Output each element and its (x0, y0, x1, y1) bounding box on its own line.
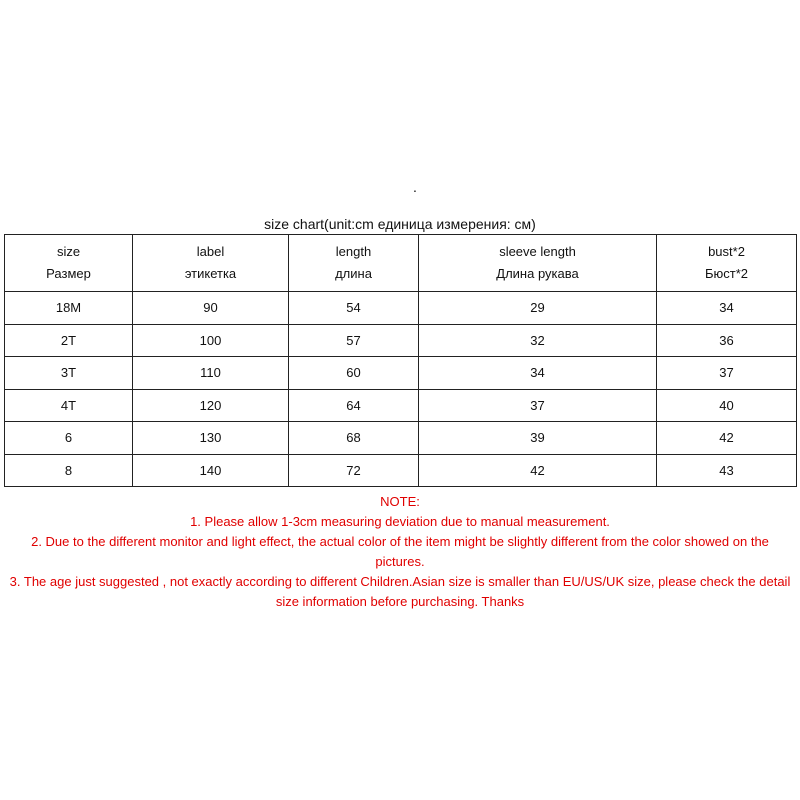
cell-label: 90 (133, 292, 289, 325)
table-header-row (5, 235, 797, 292)
header-sleeve-length-ru: Длина рукава (496, 266, 579, 281)
notes-section (0, 492, 800, 612)
cell-size: 8 (5, 454, 133, 487)
cell-sleeve-length: 29 (419, 292, 657, 325)
table-caption: size chart(unit:cm единица измерения: см) (264, 216, 536, 232)
size-chart-table (4, 234, 797, 487)
table-row (5, 389, 797, 422)
cell-sleeve-length: 32 (419, 324, 657, 357)
note-item-3: 3. The age just suggested , not exactly according to different Children.Asian size is smaller than EU/US/UK size, please check the detail size information before purchasing. Thanks (9, 574, 791, 609)
cell-sleeve-length: 37 (419, 389, 657, 422)
table-row (5, 357, 797, 390)
table-row (5, 292, 797, 325)
cell-label: 130 (133, 422, 289, 455)
cell-bust: 42 (657, 422, 797, 455)
cell-bust: 37 (657, 357, 797, 390)
header-size-en: size (56, 244, 81, 259)
cell-size: 6 (5, 422, 133, 455)
cell-size: 3T (5, 357, 133, 390)
cell-label: 120 (133, 389, 289, 422)
cell-label: 140 (133, 454, 289, 487)
cell-length: 68 (289, 422, 419, 455)
cell-sleeve-length: 42 (419, 454, 657, 487)
header-cell-bust (657, 235, 797, 292)
table-row (5, 454, 797, 487)
cell-size: 4T (5, 389, 133, 422)
header-length-ru: длина (335, 266, 372, 281)
header-label-ru: этикетка (184, 266, 237, 281)
cell-sleeve-length: 39 (419, 422, 657, 455)
note-item-2: 2. Due to the different monitor and light effect, the actual color of the item might be slightly different from the color showed on the pictures. (31, 534, 769, 569)
cell-length: 60 (289, 357, 419, 390)
cell-label: 110 (133, 357, 289, 390)
table-row (5, 422, 797, 455)
header-length-en: length (335, 244, 372, 259)
cell-label: 100 (133, 324, 289, 357)
header-bust-ru: Бюст*2 (704, 266, 749, 281)
cell-size: 2T (5, 324, 133, 357)
header-cell-label (133, 235, 289, 292)
dot-mark: . (413, 179, 417, 195)
cell-size: 18M (5, 292, 133, 325)
cell-bust: 40 (657, 389, 797, 422)
cell-length: 64 (289, 389, 419, 422)
header-bust-en: bust*2 (708, 244, 745, 259)
header-label-en: label (196, 244, 225, 259)
header-size-ru: Размер (46, 266, 91, 281)
table-row (5, 324, 797, 357)
cell-length: 72 (289, 454, 419, 487)
note-item-1: 1. Please allow 1-3cm measuring deviation due to manual measurement. (190, 514, 610, 529)
note-title: NOTE: (380, 494, 420, 509)
header-cell-size (5, 235, 133, 292)
cell-bust: 36 (657, 324, 797, 357)
cell-length: 54 (289, 292, 419, 325)
header-sleeve-length-en: sleeve length (499, 244, 576, 259)
cell-bust: 43 (657, 454, 797, 487)
cell-sleeve-length: 34 (419, 357, 657, 390)
cell-bust: 34 (657, 292, 797, 325)
header-cell-length (289, 235, 419, 292)
header-cell-sleeve-length (419, 235, 657, 292)
cell-length: 57 (289, 324, 419, 357)
